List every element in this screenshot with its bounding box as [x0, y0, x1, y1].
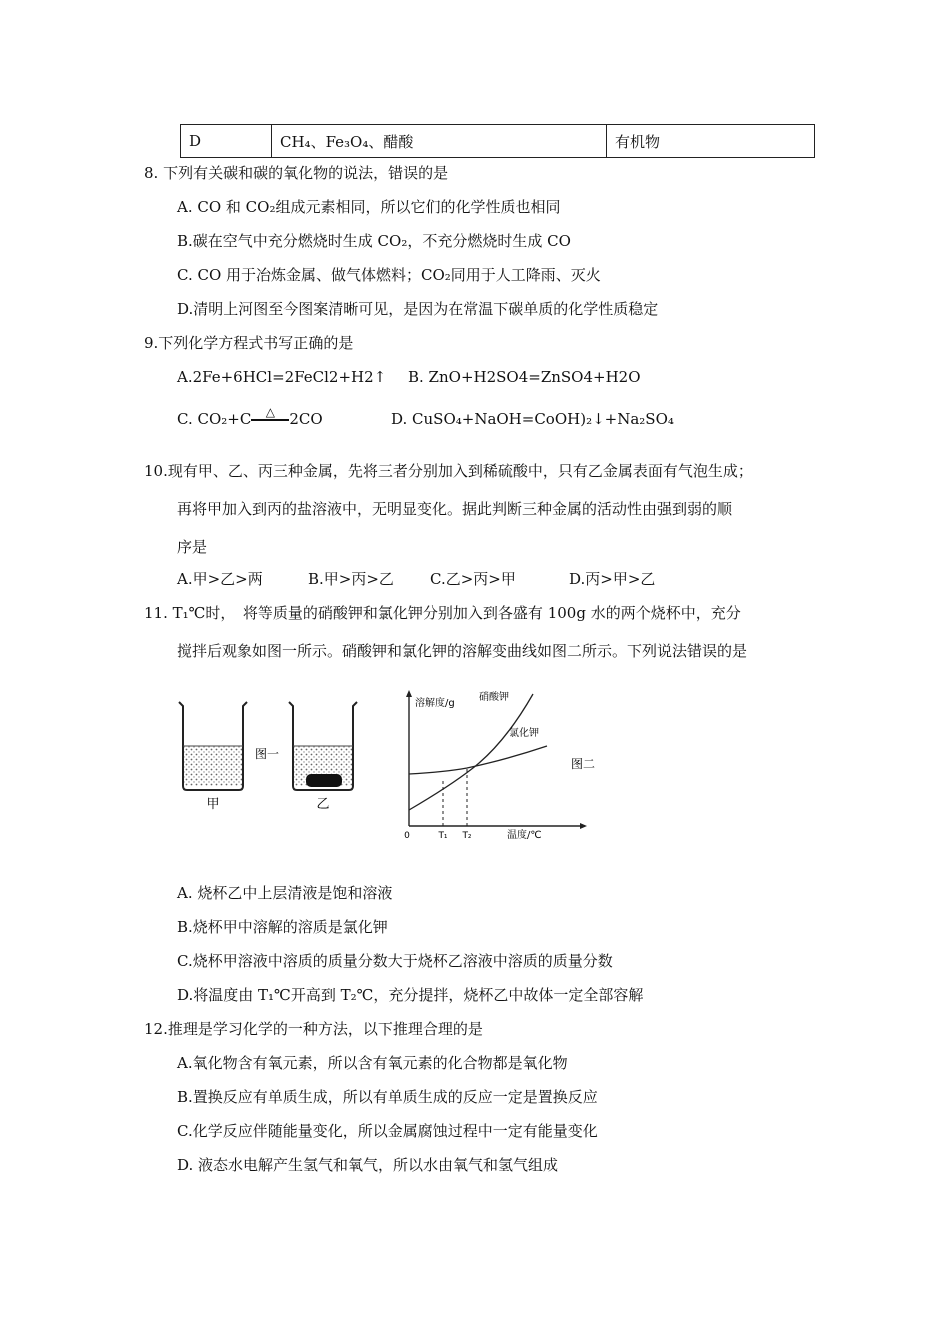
- q12-stem: 12.推理是学习化学的一种方法，以下推理合理的是: [144, 1020, 483, 1038]
- t2-label: T₂: [462, 831, 472, 841]
- q12-option-c: C.化学反应伴随能量变化，所以金属腐蚀过程中一定有能量变化: [177, 1122, 598, 1140]
- q9-option-b: B. ZnO+H2SO4=ZnSO4+H2O: [408, 368, 641, 386]
- q11-option-a: A. 烧杯乙中上层清液是饱和溶液: [177, 884, 393, 902]
- q11-stem-line2: 搅拌后观象如图一所示。硝酸钾和氯化钾的溶解变曲线如图二所示。下列说法错误的是: [177, 642, 748, 660]
- q9-option-d: D. CuSO₄+NaOH=CoOH)₂↓+Na₂SO₄: [391, 410, 674, 428]
- q8-option-d: D.清明上河图至今图案清晰可见，是因为在常温下碳单质的化学性质稳定: [177, 300, 659, 318]
- q10-stem-line3: 序是: [177, 538, 208, 556]
- answer-table: [180, 124, 815, 158]
- curve1-label: 硝酸钾: [479, 692, 509, 703]
- q10-option-a: A.甲>乙>两: [177, 570, 263, 588]
- curve-potassium-nitrate: [409, 694, 533, 810]
- q10-stem-line1: 10.现有甲、乙、丙三种金属，先将三者分别加入到稀硫酸中，只有乙金属表面有气泡生成；: [144, 462, 753, 480]
- x-axis-label: 温度/℃: [507, 830, 542, 841]
- beaker-yi-label: 乙: [316, 797, 330, 812]
- q9-c-reaction-condition: △: [251, 405, 289, 421]
- figure-two-label: 图二: [571, 757, 596, 771]
- q10-option-d: D.丙>甲>乙: [569, 570, 656, 588]
- beaker-yi: [289, 702, 357, 790]
- table-cell-option: D: [181, 125, 272, 158]
- q9-c-reactants: C. CO₂+C: [177, 410, 252, 428]
- beaker-jia-label: 甲: [206, 797, 220, 812]
- q11-option-b: B.烧杯甲中溶解的溶质是氯化钾: [177, 918, 388, 936]
- q9-option-a: A.2Fe+6HCl=2FeCl2+H2↑: [177, 368, 387, 386]
- q10-stem-line2: 再将甲加入到丙的盐溶液中，无明显变化。据此判断三种金属的活动性由强到弱的顺: [177, 500, 733, 518]
- beaker-jia: [179, 702, 247, 790]
- q11-option-d: D.将温度由 T₁℃开高到 T₂℃，充分提拌，烧杯乙中故体一定全部容解: [177, 986, 644, 1004]
- table-cell-substances: CH₄、Fe₃O₄、醋酸: [272, 125, 607, 158]
- q12-option-d: D. 液态水电解产生氢气和氧气，所以水由氧气和氢气组成: [177, 1156, 559, 1174]
- q8-option-a: A. CO 和 CO₂组成元素相同，所以它们的化学性质也相同: [177, 198, 561, 216]
- figure-one-label: 图一: [255, 747, 280, 761]
- q8-option-b: B.碳在空气中充分燃烧时生成 CO₂，不充分燃烧时生成 CO: [177, 232, 571, 250]
- q11-option-c: C.烧杯甲溶液中溶质的质量分数大于烧杯乙溶液中溶质的质量分数: [177, 952, 613, 970]
- curve-potassium-chloride: [409, 746, 547, 774]
- curve2-label: 氯化钾: [509, 728, 539, 739]
- q9-option-c: [177, 405, 323, 429]
- q8-option-c: C. CO 用于冶炼金属、做气体燃料；CO₂同用于人工降雨、灭火: [177, 266, 601, 284]
- q12-option-b: B.置换反应有单质生成，所以有单质生成的反应一定是置换反应: [177, 1088, 598, 1106]
- t1-label: T₁: [438, 831, 448, 841]
- q10-option-c: C.乙>丙>甲: [430, 570, 516, 588]
- q11-stem-line1: 11. T₁℃时， 将等质量的硝酸钾和氯化钾分别加入到各盛有 100g 水的两个烧杯中，充分: [144, 604, 741, 622]
- solubility-figure: [175, 688, 615, 848]
- q10-option-b: B.甲>丙>乙: [308, 570, 394, 588]
- table-row: [181, 125, 815, 158]
- origin-label: 0: [404, 831, 410, 841]
- q9-stem: 9.下列化学方程式书写正确的是: [144, 334, 354, 352]
- q8-stem: 8. 下列有关碳和碳的氧化物的说法，错误的是: [144, 164, 449, 182]
- table-cell-category: 有机物: [607, 125, 815, 158]
- y-axis-label: 溶解度/g: [415, 698, 455, 709]
- solubility-graph: [406, 690, 587, 829]
- q12-option-a: A.氧化物含有氧元素，所以含有氧元素的化合物都是氧化物: [177, 1054, 568, 1072]
- q9-c-product: 2CO: [289, 410, 323, 428]
- undissolved-solid: [306, 774, 342, 787]
